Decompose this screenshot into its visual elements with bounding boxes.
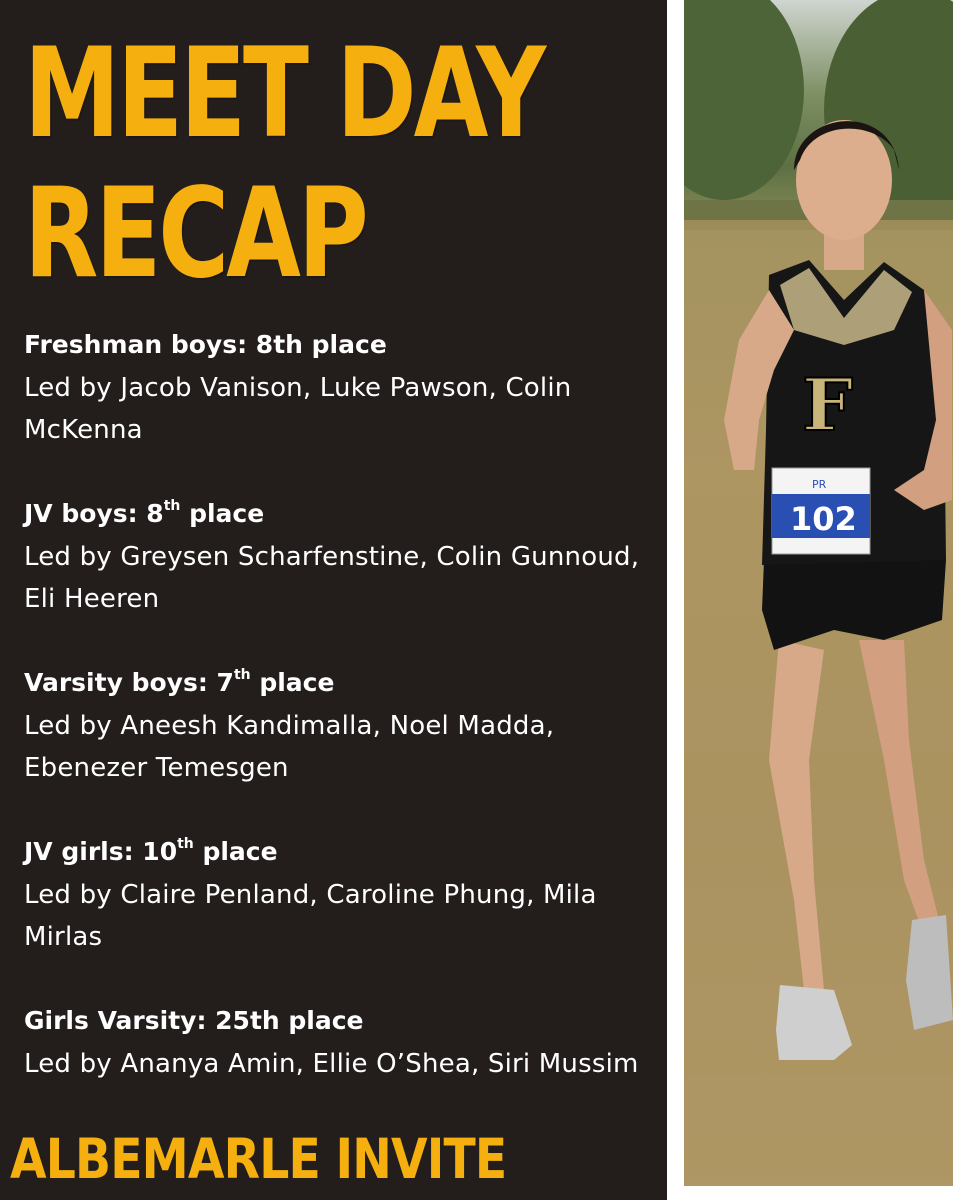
result-heading xyxy=(24,661,654,705)
result-leaders: Led by Jacob Vanison, Luke Pawson, Colin McKenna xyxy=(24,373,572,445)
ordinal-suffix: th xyxy=(233,667,251,683)
ordinal-suffix: th xyxy=(177,836,194,852)
runner-illustration xyxy=(684,0,953,1186)
bib-header: PR xyxy=(812,478,827,491)
result-heading xyxy=(24,323,654,367)
result-varsity-boys xyxy=(24,661,654,789)
result-heading xyxy=(24,830,654,874)
result-leaders: Led by Greysen Scharfenstine, Colin Gunnoud, Eli Heeren xyxy=(24,542,640,614)
results-list xyxy=(24,323,654,1126)
heading-place: place xyxy=(193,837,278,866)
heading-place: place xyxy=(250,668,335,697)
result-jv-girls xyxy=(24,830,654,958)
heading-text: JV boys: 8 xyxy=(24,499,164,528)
heading-text: Freshman boys: 8th place xyxy=(24,330,387,359)
jersey-letter: F xyxy=(802,362,854,447)
bib-number: 102 xyxy=(790,500,857,538)
heading-place: place xyxy=(180,499,265,528)
result-freshman-boys xyxy=(24,323,654,451)
runner-photo xyxy=(684,0,953,1186)
result-leaders: Led by Aneesh Kandimalla, Noel Madda, Ebenezer Temesgen xyxy=(24,711,555,783)
result-leaders: Led by Claire Penland, Caroline Phung, Mila Mirlas xyxy=(24,880,597,952)
result-girls-varsity xyxy=(24,999,654,1085)
page-title xyxy=(24,24,543,304)
shoe-right xyxy=(906,915,953,1030)
tree-foliage xyxy=(684,0,804,200)
title-line-1: MEET DAY xyxy=(24,22,544,166)
heading-text: Girls Varsity: 25th place xyxy=(24,1006,364,1035)
title-line-2: RECAP xyxy=(24,162,366,306)
event-name: ALBEMARLE INVITE xyxy=(10,1127,507,1191)
result-heading xyxy=(24,999,654,1043)
heading-text: JV girls: 10 xyxy=(24,837,178,866)
result-heading xyxy=(24,492,654,536)
result-leaders: Led by Ananya Amin, Ellie O’Shea, Siri Mussim xyxy=(24,1049,639,1079)
heading-text: Varsity boys: 7 xyxy=(24,668,234,697)
ordinal-suffix: th xyxy=(163,498,181,514)
result-jv-boys xyxy=(24,492,654,620)
